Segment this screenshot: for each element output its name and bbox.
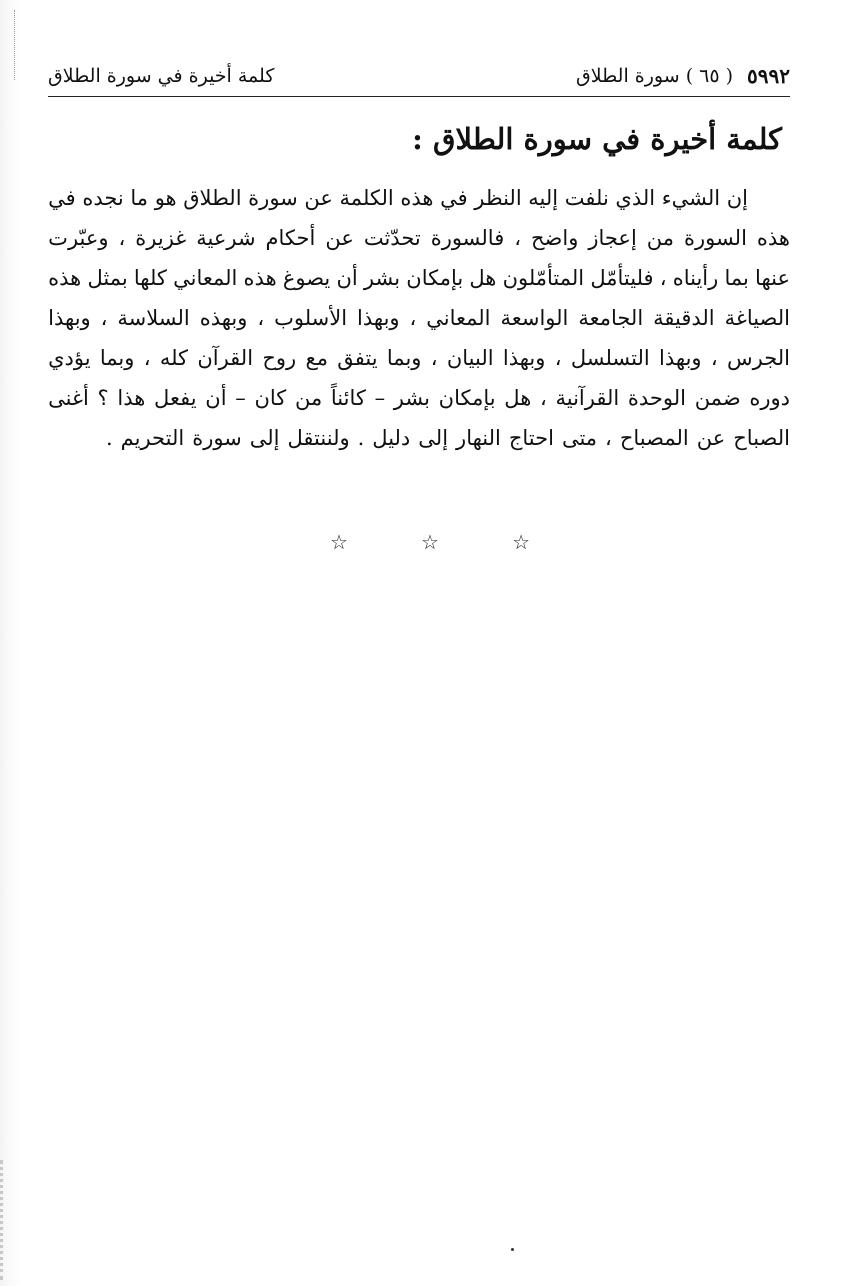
print-speck — [511, 1248, 514, 1251]
word: ، — [554, 346, 562, 370]
page-edge-marks — [14, 10, 17, 80]
word: ، — [257, 306, 265, 330]
word: الصياغة — [724, 306, 790, 330]
word: من — [646, 226, 674, 250]
word: الصباح — [733, 426, 790, 450]
header-right-group — [576, 64, 790, 88]
word: السورة — [683, 226, 747, 250]
word: القرآنية — [555, 386, 620, 410]
word: أن — [205, 386, 227, 410]
word: غزيرة — [135, 226, 187, 250]
paragraph-line — [48, 378, 790, 418]
star-icon: ☆ — [421, 530, 439, 554]
word: . — [105, 426, 113, 450]
word: المصباح — [619, 426, 689, 450]
word: سورة — [192, 426, 242, 450]
word: تحدّثت — [363, 226, 421, 250]
word: – — [235, 386, 246, 410]
word: وبهذا — [48, 306, 91, 330]
word: . — [357, 426, 365, 450]
word: هو — [154, 186, 177, 210]
header-rule — [48, 96, 790, 97]
word: ، — [605, 426, 612, 450]
star-icon: ☆ — [512, 530, 530, 554]
word: كائناً — [330, 386, 366, 410]
word: الوحدة — [627, 386, 686, 410]
word: واضح — [530, 226, 579, 250]
word: أحكام — [265, 226, 316, 250]
word: دليل — [372, 426, 411, 450]
word: روح — [262, 346, 297, 370]
word: الأسلوب — [274, 306, 348, 330]
word: هذه — [243, 266, 277, 290]
word: عن — [696, 426, 726, 450]
running-header — [48, 60, 790, 92]
word: إلى — [418, 426, 449, 450]
word: وبهذا — [659, 346, 702, 370]
word: هذه — [400, 186, 434, 210]
word: ضمن — [694, 386, 741, 410]
body-paragraph — [48, 178, 790, 458]
word: ، — [409, 306, 417, 330]
word: ، — [143, 346, 151, 370]
word: وبما — [99, 346, 135, 370]
word: الذي — [615, 186, 656, 210]
word: يؤدي — [48, 346, 91, 370]
word: وبهذا — [357, 306, 400, 330]
word: في — [440, 186, 468, 210]
paragraph-line — [48, 418, 790, 458]
word: هذا — [117, 386, 146, 410]
word: فليتأمّل — [590, 266, 654, 290]
paragraph-line — [48, 298, 790, 338]
word: التحريم — [120, 426, 185, 450]
word: ؟ — [97, 386, 109, 410]
word: الطلاق — [183, 186, 242, 210]
word: التسلسل — [570, 346, 650, 370]
word: – — [374, 386, 386, 410]
word: ولننتقل — [287, 426, 350, 450]
word: أن — [336, 266, 358, 290]
word: فالسورة — [430, 226, 505, 250]
word: متى — [561, 426, 598, 450]
word: نلفت — [564, 186, 609, 210]
word: هذه — [756, 226, 790, 250]
word: في — [48, 186, 76, 210]
star-icon: ☆ — [330, 530, 348, 554]
word: نجده — [82, 186, 124, 210]
word: بإمكان — [406, 266, 464, 290]
word: وبهذه — [199, 306, 248, 330]
word: ، — [710, 346, 718, 370]
word: بمثل — [87, 266, 128, 290]
word: إليه — [528, 186, 559, 210]
word: هذه — [48, 266, 82, 290]
word: ، — [539, 386, 547, 410]
word: النهار — [456, 426, 501, 450]
word: البيان — [446, 346, 494, 370]
word: المعاني — [426, 306, 491, 330]
word: إن — [726, 186, 748, 210]
word: ما — [130, 186, 149, 210]
word: وبهذا — [502, 346, 546, 370]
word: المعاني — [173, 266, 238, 290]
word: كان — [254, 386, 287, 410]
word: ، — [100, 306, 108, 330]
word: رأيناه — [672, 266, 719, 290]
word: ، — [659, 266, 667, 290]
word: ، — [430, 346, 438, 370]
word: بشر — [363, 266, 401, 290]
word: الجرس — [726, 346, 790, 370]
word: عن — [325, 226, 354, 250]
word: الشيء — [661, 186, 721, 210]
word: السلاسة — [117, 306, 190, 330]
word: الكلمة — [339, 186, 394, 210]
word: بإمكان — [438, 386, 496, 410]
paragraph-line — [48, 258, 790, 298]
word: ، — [514, 226, 521, 250]
page-edge-shadow — [0, 0, 22, 1286]
word: المتأمّلون — [502, 266, 585, 290]
word: من — [294, 386, 323, 410]
word: وبما — [386, 346, 422, 370]
word: بما — [724, 266, 749, 290]
word: ، — [118, 226, 126, 250]
word: القرآن — [197, 346, 254, 370]
paragraph-line — [48, 338, 790, 378]
word: عن — [304, 186, 333, 210]
word: شرعية — [196, 226, 256, 250]
paragraph-line — [48, 178, 790, 218]
page-number: ٥٩٩٢ — [747, 64, 790, 88]
running-title: كلمة أخيرة في سورة الطلاق — [48, 65, 275, 87]
page-edge-bottom-marks — [0, 1160, 21, 1280]
word: يصوغ — [282, 266, 331, 290]
word: دوره — [749, 386, 790, 410]
paragraph-line — [48, 218, 790, 258]
word: يفعل — [154, 386, 197, 410]
word: إلى — [249, 426, 280, 450]
word: كلها — [133, 266, 167, 290]
word: بشر — [393, 386, 430, 410]
word: هل — [504, 386, 532, 410]
word: كله — [159, 346, 189, 370]
word: مع — [305, 346, 328, 370]
word: إعجاز — [588, 226, 637, 250]
surah-reference: ( ٦٥ ) سورة الطلاق — [576, 65, 734, 87]
word: هل — [469, 266, 497, 290]
word: الواسعة — [500, 306, 569, 330]
word: وعبّرت — [48, 226, 109, 250]
word: احتاج — [508, 426, 554, 450]
word: سورة — [248, 186, 298, 210]
word: النظر — [474, 186, 522, 210]
word: الدقيقة — [653, 306, 715, 330]
word: الجامعة — [578, 306, 644, 330]
section-title: كلمة أخيرة في سورة الطلاق : — [412, 122, 782, 156]
word: عنها — [755, 266, 790, 290]
section-separator — [330, 530, 530, 554]
word: يتفق — [337, 346, 378, 370]
word: أغنى — [48, 386, 89, 410]
